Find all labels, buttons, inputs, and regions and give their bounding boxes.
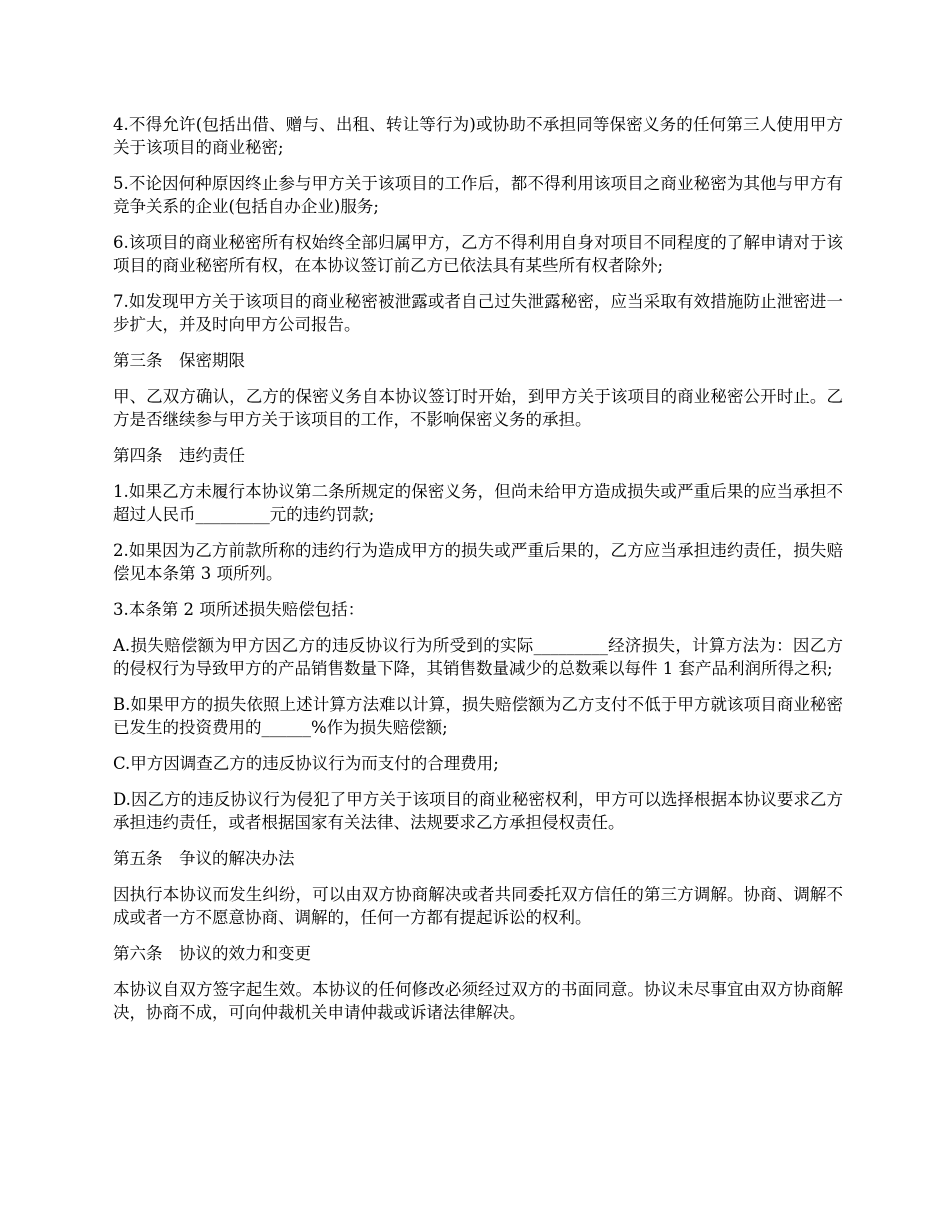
article-6-body: 本协议自双方签字起生效。本协议的任何修改必须经过双方的书面同意。协议未尽事宜由双方协商解决，协商不成，可向仲裁机关申请仲裁或诉诸法律解决。	[113, 980, 843, 1022]
damages-item-a: A.损失赔偿额为甲方因乙方的违反协议行为所受到的实际_________经济损失，计算方法为：因乙方的侵权行为导致甲方的产品销售数量下降，其销售数量减少的总数乘以每件 1 套产品利润所得之积;	[113, 636, 843, 678]
damages-item-c: C.甲方因调查乙方的违反协议行为而支付的合理费用;	[113, 754, 499, 773]
damages-item-b: B.如果甲方的损失依照上述计算方法难以计算，损失赔偿额为乙方支付不低于甲方就该项目商业秘密已发生的投资费用的______%作为损失赔偿额;	[113, 695, 843, 737]
article-4-item-1: 1.如果乙方未履行本协议第二条所规定的保密义务，但尚未给甲方造成损失或严重后果的应当承担不超过人民币_________元的违约罚款;	[113, 482, 843, 524]
article-5-heading: 第五条 争议的解决办法	[113, 849, 295, 868]
article-6-heading: 第六条 协议的效力和变更	[113, 944, 311, 963]
article-4-item-2: 2.如果因为乙方前款所称的违约行为造成甲方的损失或严重后果的，乙方应当承担违约责任，损失赔偿见本条第 3 项所列。	[113, 541, 843, 583]
clause-item-4: 4.不得允许(包括出借、赠与、出租、转让等行为)或协助不承担同等保密义务的任何第三人使用甲方关于该项目的商业秘密;	[113, 115, 843, 157]
clause-item-5: 5.不论因何种原因终止参与甲方关于该项目的工作后，都不得利用该项目之商业秘密为其他与甲方有竞争关系的企业(包括自办企业)服务;	[113, 174, 843, 216]
document-body	[113, 113, 843, 1037]
article-3-body: 甲、乙双方确认，乙方的保密义务自本协议签订时开始，到甲方关于该项目的商业秘密公开时止。乙方是否继续参与甲方关于该项目的工作，不影响保密义务的承担。	[113, 387, 843, 429]
article-4-item-3: 3.本条第 2 项所述损失赔偿包括：	[113, 600, 365, 619]
clause-item-6: 6.该项目的商业秘密所有权始终全部归属甲方，乙方不得利用自身对项目不同程度的了解申请对于该项目的商业秘密所有权，在本协议签订前乙方已依法具有某些所有权者除外;	[113, 233, 843, 275]
article-5-body: 因执行本协议而发生纠纷，可以由双方协商解决或者共同委托双方信任的第三方调解。协商、调解不成或者一方不愿意协商、调解的，任何一方都有提起诉讼的权利。	[113, 885, 843, 927]
clause-item-7: 7.如发现甲方关于该项目的商业秘密被泄露或者自己过失泄露秘密，应当采取有效措施防止泄密进一步扩大，并及时向甲方公司报告。	[113, 292, 843, 334]
article-4-heading: 第四条 违约责任	[113, 446, 245, 465]
article-3-heading: 第三条 保密期限	[113, 351, 245, 370]
damages-item-d: D.因乙方的违反协议行为侵犯了甲方关于该项目的商业秘密权利，甲方可以选择根据本协议要求乙方承担违约责任，或者根据国家有关法律、法规要求乙方承担侵权责任。	[113, 790, 843, 832]
